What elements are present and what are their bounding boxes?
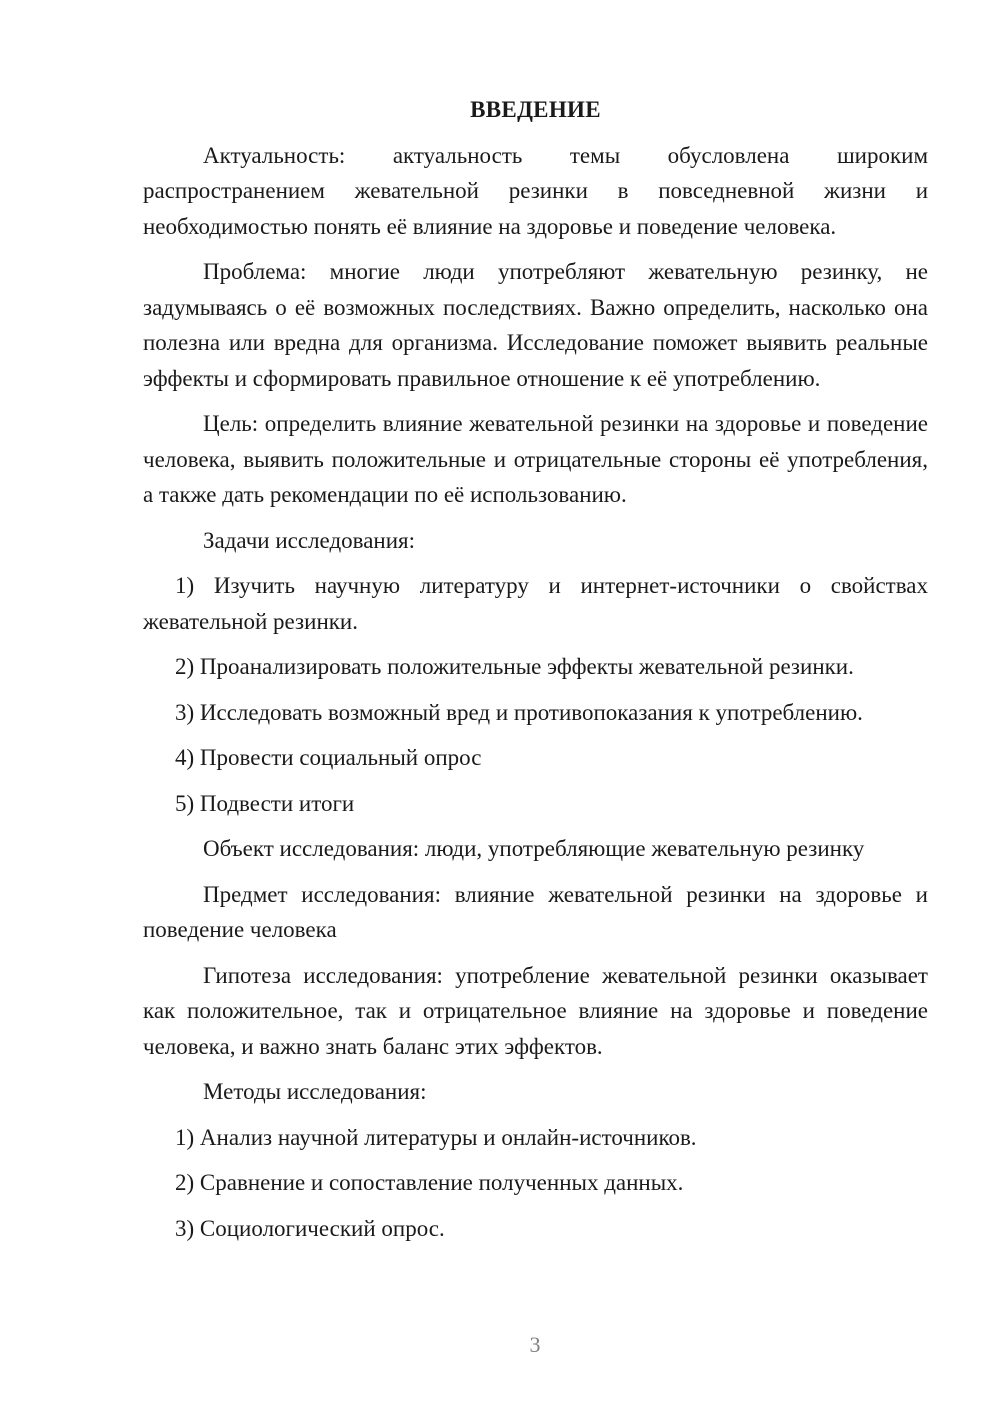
goal-paragraph: Цель: определить влияние жевательной резинки на здоровье и поведение человека, выявить положительные и отрицательные стороны её употребления, а также дать рекомендации по её использованию. (143, 411, 928, 507)
task-item: 4) Провести социальный опрос (175, 745, 482, 770)
methods-heading: Методы исследования: (203, 1079, 427, 1104)
method-item: 1) Анализ научной литературы и онлайн-источников. (175, 1124, 697, 1150)
task-item: 1) Изучить научную литературу и интернет-источники о свойствах жевательной резинки. (143, 573, 928, 634)
problem-paragraph: Проблема: многие люди употребляют жевательную резинку, не задумываясь о её возможных последствиях. Важно определить, насколько она полезна или вредна для организма. Исследование поможет выявить реальные эффекты и сформировать правильное отношение к её употреблению. (143, 259, 928, 391)
object-paragraph: Объект исследования: люди, употребляющие жевательную резинку (203, 836, 865, 861)
subject-paragraph: Предмет исследования: влияние жевательной резинки на здоровье и поведение человека (143, 881, 928, 942)
method-item: 3) Социологический опрос. (175, 1215, 445, 1241)
section-title: ВВЕДЕНИЕ (470, 97, 601, 122)
page-content (143, 92, 928, 1256)
task-item: 3) Исследовать возможный вред и противопоказания к употреблению. (175, 699, 863, 725)
method-item: 2) Сравнение и сопоставление полученных данных. (175, 1170, 684, 1195)
hypothesis-paragraph: Гипотеза исследования: употребление жевательной резинки оказывает как положительное, так и отрицательное влияние на здоровье и поведение человека, и важно знать баланс этих эффектов. (143, 962, 928, 1059)
task-item: 5) Подвести итоги (175, 790, 355, 816)
relevance-paragraph: Актуальность: актуальность темы обусловлена широким распространением жевательной резинки в повседневной жизни и необходимостью понять её влияние на здоровье и поведение человека. (143, 142, 928, 239)
page-number: 3 (529, 1332, 541, 1357)
task-item: 2) Проанализировать положительные эффекты жевательной резинки. (175, 654, 854, 679)
tasks-heading: Задачи исследования: (203, 527, 416, 553)
